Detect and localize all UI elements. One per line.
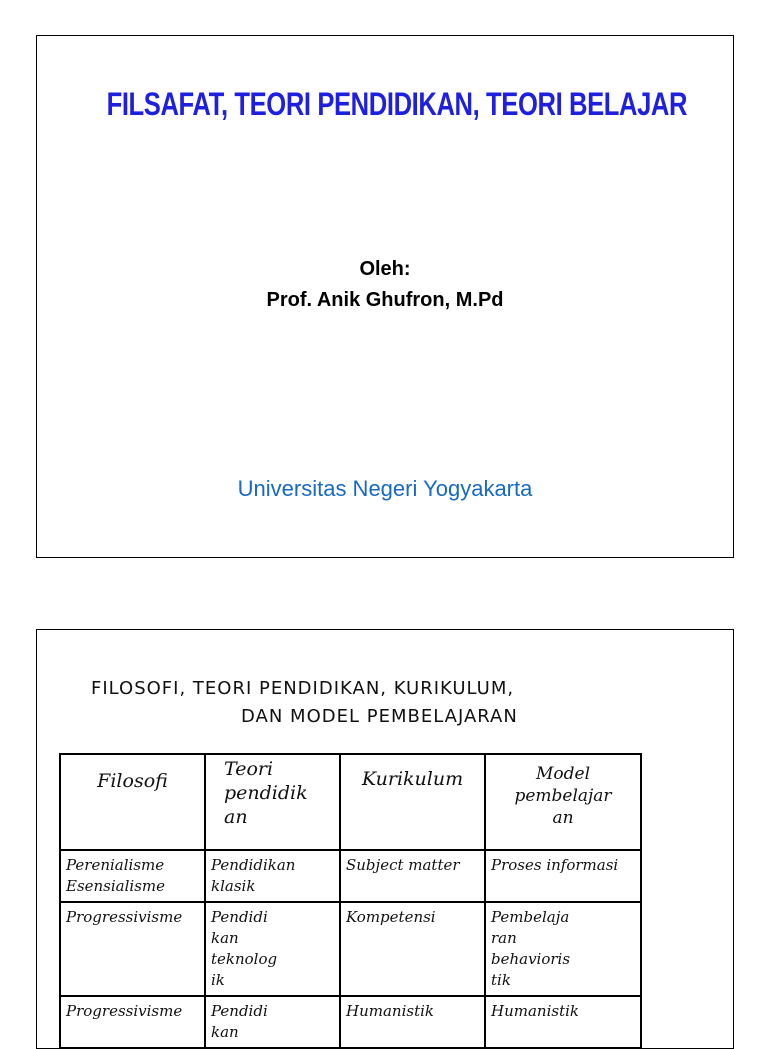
table-cell: Kompetensi [340, 902, 485, 996]
by-label: Oleh: [359, 258, 411, 280]
comparison-table [59, 753, 642, 1049]
header-model-pembelajaran: Model pembelajar an [485, 754, 641, 850]
header-filosofi: Filosofi [60, 754, 205, 850]
table-cell: Pendidi kan [205, 996, 340, 1048]
table-row [60, 850, 641, 902]
slide-title [36, 35, 734, 558]
table-cell: Humanistik [485, 996, 641, 1048]
table-cell: Pembelaja ran behavioris tik [485, 902, 641, 996]
table-row [60, 996, 641, 1048]
header-kurikulum: Kurikulum [340, 754, 485, 850]
slide-table [36, 629, 734, 1049]
institution-name: Universitas Negeri Yogyakarta [237, 476, 533, 501]
author-name: Prof. Anik Ghufron, M.Pd [266, 289, 504, 311]
table-header-row [60, 754, 641, 850]
table-cell: Progressivisme [60, 902, 205, 996]
author-block [37, 254, 733, 316]
slide-heading-line-1: FILOSOFI, TEORI PENDIDIKAN, KURIKULUM, [91, 678, 515, 699]
header-teori-pendidikan: Teori pendidik an [205, 754, 340, 850]
presentation-title: FILSAFAT, TEORI PENDIDIKAN, TEORI BELAJAR [106, 86, 688, 122]
slide-heading [91, 675, 518, 731]
table-row [60, 902, 641, 996]
table-cell: Pendidikan klasik [205, 850, 340, 902]
table-cell: Humanistik [340, 996, 485, 1048]
table-cell: Progressivisme [60, 996, 205, 1048]
table-cell: Pendidi kan teknolog ik [205, 902, 340, 996]
table-cell: Perenialisme Esensialisme [60, 850, 205, 902]
table-cell: Proses informasi [485, 850, 641, 902]
table-cell: Subject matter [340, 850, 485, 902]
slide-heading-line-2: DAN MODEL PEMBELAJARAN [241, 706, 518, 727]
